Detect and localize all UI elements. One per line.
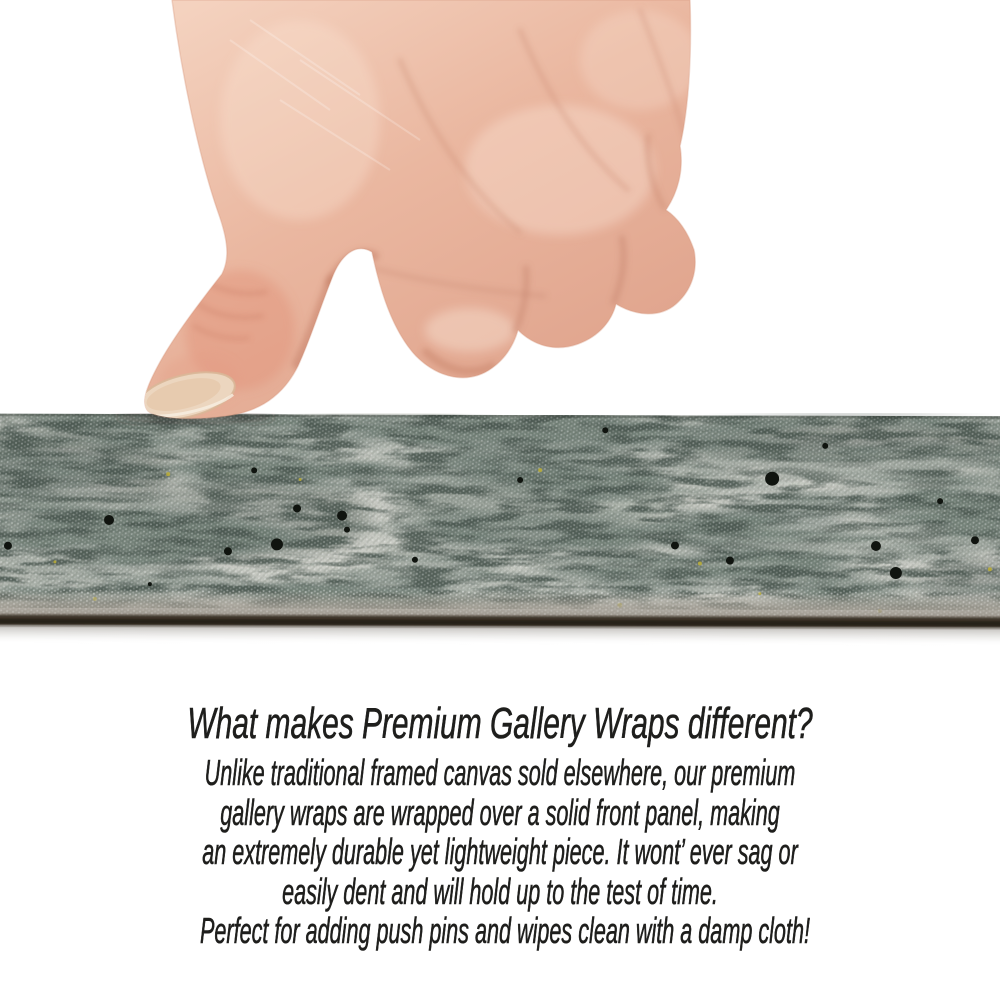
canvas-edge-strip [0,413,1000,653]
caption-line-4: easily dent and will hold up to the test of time. [282,870,718,912]
caption-line-1: Unlike traditional framed canvas sold elsewhere, our premium [204,752,796,793]
caption-line-2: gallery wraps are wrapped over a solid front panel, making [220,791,780,833]
canvas-strip-art [0,413,1000,646]
hand-photo [0,0,1000,422]
caption-line-3: an extremely durable yet lightweight piece. It wont’ ever sag or [202,831,798,872]
caption-line-5: Perfect for adding push pins and wipes clean with a damp cloth! [200,910,810,951]
caption-block [0,700,1000,951]
caption-title: What makes Premium Gallery Wraps different? [187,699,813,748]
